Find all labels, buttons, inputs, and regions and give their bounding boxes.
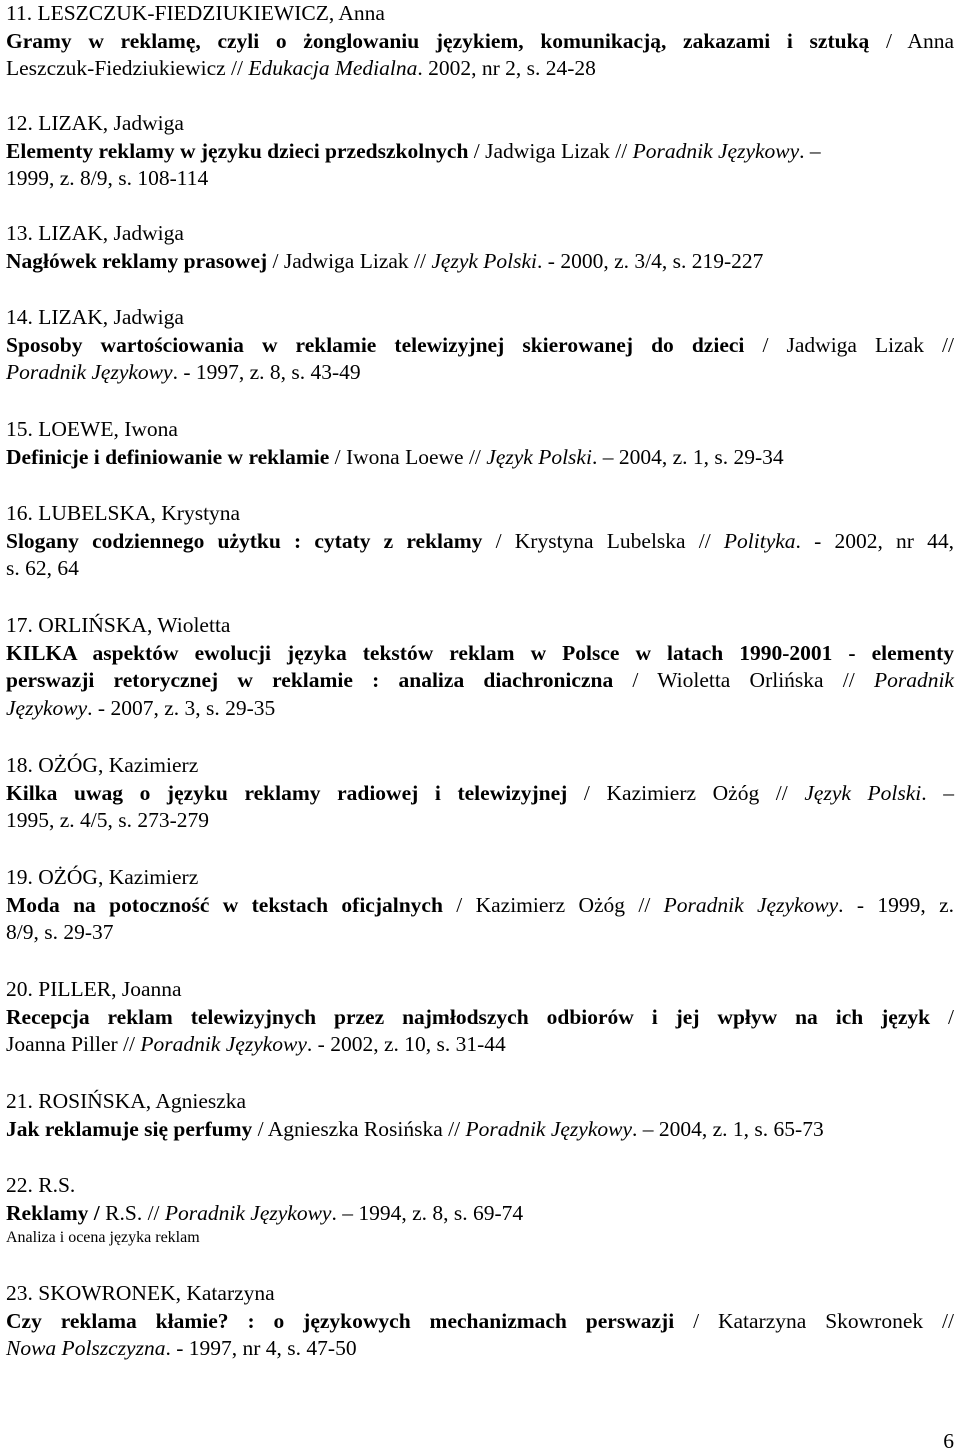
bibliography-entry-19 — [6, 864, 954, 947]
entry-title: Definicje i definiowanie w reklamie — [6, 444, 330, 469]
bibliography-entry-17 — [6, 612, 954, 722]
bibliography-entry-16 — [6, 500, 954, 583]
entry-author: / Iwona Loewe // — [329, 444, 487, 469]
entry-source-line — [6, 55, 954, 83]
bibliography-entry-21 — [6, 1088, 954, 1143]
entry-author: / Agnieszka Rosińska // — [252, 1116, 466, 1141]
entry-title: Jak reklamuje się perfumy — [6, 1116, 253, 1141]
entry-title-line — [6, 892, 954, 920]
bibliography-entry-11 — [6, 0, 954, 83]
entry-journal: Język Polski — [431, 248, 538, 273]
entry-title-line — [6, 444, 954, 472]
entry-journal: Poradnik Językowy — [140, 1032, 307, 1056]
bibliography-entry-23 — [6, 1280, 954, 1363]
entry-details: . - 1999, z. — [838, 892, 955, 917]
entry-heading: 21. ROSIŃSKA, Agnieszka — [6, 1089, 247, 1113]
entry-journal: Poradnik Językowy — [465, 1116, 632, 1141]
entry-journal-cont: Językowy — [6, 695, 88, 720]
entry-title-line — [6, 780, 954, 808]
entry-details: . – 2004, z. 1, s. 65-73 — [632, 1116, 824, 1141]
entry-journal: Polityka — [723, 528, 796, 553]
entry-journal: Edukacja Medialna — [248, 56, 418, 80]
entry-details: . – 1994, z. 8, s. 69-74 — [331, 1200, 524, 1225]
entry-details: . 2002, nr 2, s. 24-28 — [417, 56, 596, 80]
entry-details: . – — [921, 780, 954, 805]
entry-author: R.S. // — [99, 1200, 165, 1225]
entry-heading: 11. LESZCZUK-FIEDZIUKIEWICZ, Anna — [6, 1, 385, 25]
entry-author: / Jadwiga Lizak // — [468, 138, 633, 163]
entry-author: / Wioletta Orlińska // — [613, 668, 874, 692]
entry-title: Recepcja reklam telewizyjnych przez najmłodszych odbiorów i jej wpływ na ich język — [6, 1004, 931, 1029]
entry-title-line — [6, 667, 954, 695]
entry-heading: 12. LIZAK, Jadwiga — [6, 111, 184, 135]
entry-heading: 17. ORLIŃSKA, Wioletta — [6, 613, 231, 637]
entry-heading: 18. OŻÓG, Kazimierz — [6, 753, 199, 777]
entry-title: Nagłówek reklamy prasowej — [6, 248, 268, 273]
bibliography-entry-12 — [6, 110, 954, 193]
entry-title: Reklamy / — [6, 1200, 100, 1225]
entry-details: . - 2000, z. 3/4, s. 219-227 — [537, 248, 764, 273]
entry-title: Slogany codziennego użytku : cytaty z reklamy — [6, 528, 483, 553]
entry-journal: Poradnik Językowy — [632, 138, 800, 163]
entry-details-line: 1999, z. 8/9, s. 108-114 — [6, 166, 209, 190]
entry-author: / Katarzyna Skowronek // — [674, 1308, 954, 1333]
entry-author: / Kazimierz Ożóg // — [567, 780, 805, 805]
page-number: 6 — [943, 1429, 954, 1453]
entry-source-line — [6, 359, 954, 387]
entry-title: Elementy reklamy w języku dzieci przedszkolnych — [6, 138, 469, 163]
entry-title-line — [6, 138, 954, 166]
entry-author: / Jadwiga Lizak // — [744, 332, 954, 357]
entry-title-line — [6, 528, 954, 556]
entry-details: . – 2004, z. 1, s. 29-34 — [591, 444, 784, 469]
entry-heading: 22. R.S. — [6, 1173, 76, 1197]
entry-details-line: 1995, z. 4/5, s. 273-279 — [6, 808, 210, 832]
bibliography-entry-18 — [6, 752, 954, 835]
entry-author: / Anna — [869, 28, 954, 53]
entry-title-line — [6, 640, 954, 668]
entry-journal: Nowa Polszczyzna — [6, 1336, 166, 1360]
entry-journal: Język Polski — [804, 780, 922, 805]
entry-title: Kilka uwag o języku reklamy radiowej i telewizyjnej — [6, 780, 568, 805]
entry-author: / — [930, 1004, 954, 1029]
entry-title-cont: perswazji retorycznej w reklamie : analiza diachroniczna — [6, 668, 614, 692]
entry-source-line — [6, 1335, 954, 1363]
bibliography-entry-13 — [6, 220, 954, 275]
entry-heading: 20. PILLER, Joanna — [6, 977, 182, 1001]
entry-journal: Poradnik Językowy — [6, 360, 173, 384]
entry-source-line — [6, 1031, 954, 1059]
entry-author: / Krystyna Lubelska // — [482, 528, 724, 553]
entry-details-line: 8/9, s. 29-37 — [6, 920, 114, 944]
entry-journal: Poradnik Językowy — [164, 1200, 332, 1225]
entry-title: Gramy w reklamę, czyli o żonglowaniu językiem, komunikacją, zakazami i sztuką — [6, 28, 870, 53]
entry-heading: 13. LIZAK, Jadwiga — [6, 221, 184, 245]
bibliography-entry-22 — [6, 1172, 954, 1249]
entry-title-line — [6, 1308, 954, 1336]
entry-heading: 16. LUBELSKA, Krystyna — [6, 501, 241, 525]
entry-title-line — [6, 1004, 954, 1032]
entry-title-line — [6, 332, 954, 360]
bibliography-entry-20 — [6, 976, 954, 1059]
entry-title: KILKA aspektów ewolucji języka tekstów reklam w Polsce w latach 1990-2001 - elementy — [6, 640, 954, 665]
entry-journal: Poradnik Językowy — [663, 892, 839, 917]
entry-details-line: s. 62, 64 — [6, 556, 79, 580]
entry-details: . - 1997, z. 8, s. 43-49 — [172, 360, 361, 384]
entry-title-line — [6, 248, 954, 276]
entry-details: . - 2002, z. 10, s. 31-44 — [306, 1032, 506, 1056]
entry-title: Sposoby wartościowania w reklamie telewizyjnej skierowanej do dzieci — [6, 332, 745, 357]
entry-author: / Kazimierz Ożóg // — [442, 892, 664, 917]
entry-details: . – — [799, 138, 821, 163]
entry-heading: 19. OŻÓG, Kazimierz — [6, 865, 199, 889]
entry-details: . - 1997, nr 4, s. 47-50 — [165, 1336, 357, 1360]
entry-title-line — [6, 28, 954, 56]
entry-details: . - 2002, nr 44, — [795, 528, 954, 553]
bibliography-entry-15 — [6, 416, 954, 471]
entry-note: Analiza i ocena języka reklam — [6, 1229, 200, 1246]
entry-author: / Jadwiga Lizak // — [267, 248, 432, 273]
entry-details: . - 2007, z. 3, s. 29-35 — [87, 695, 276, 720]
entry-title-line — [6, 1116, 954, 1144]
entry-heading: 15. LOEWE, Iwona — [6, 417, 178, 441]
entry-source-line — [6, 695, 954, 723]
entry-journal: Język Polski — [486, 444, 592, 469]
entry-title: Moda na potoczność w tekstach oficjalnych — [6, 892, 443, 917]
entry-heading: 14. LIZAK, Jadwiga — [6, 305, 184, 329]
entry-title-line — [6, 1200, 954, 1228]
entry-title: Czy reklama kłamie? : o językowych mechanizmach perswazji — [6, 1308, 675, 1333]
bibliography-entry-14 — [6, 304, 954, 387]
entry-journal: Poradnik — [873, 668, 954, 692]
entry-author-cont: Leszczuk-Fiedziukiewicz // — [6, 56, 249, 80]
entry-heading: 23. SKOWRONEK, Katarzyna — [6, 1281, 275, 1305]
entry-author-cont: Joanna Piller // — [6, 1032, 141, 1056]
